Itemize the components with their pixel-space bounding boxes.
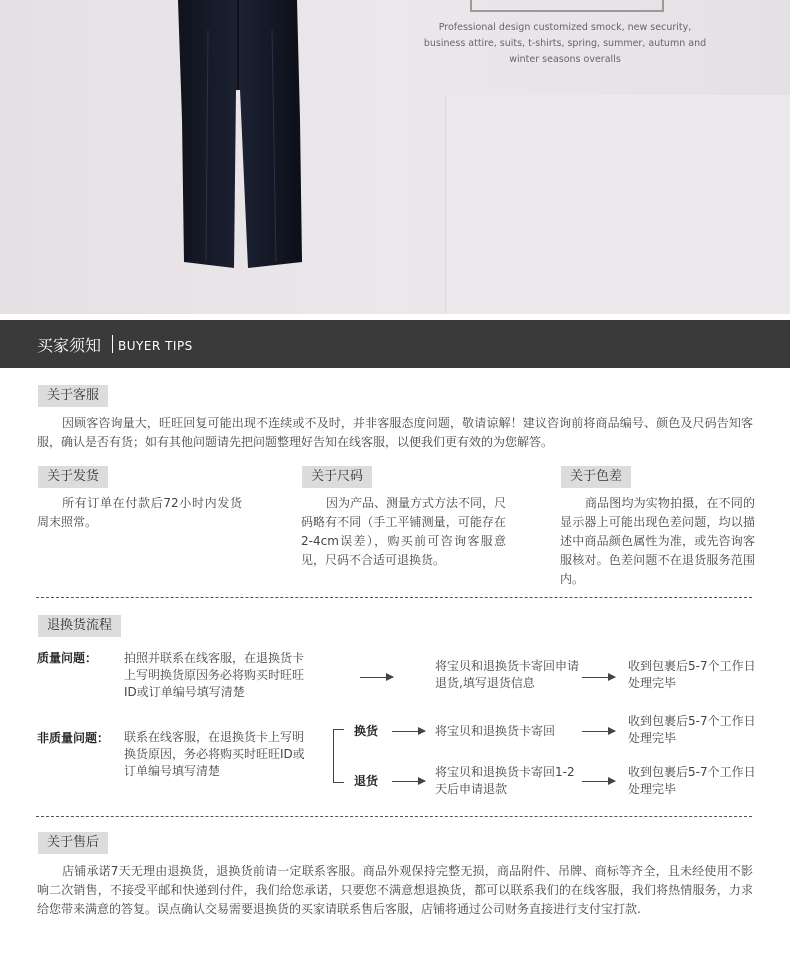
title-divider — [112, 335, 113, 353]
section-title-en: BUYER TIPS — [118, 339, 193, 353]
tag-aftersale: 关于售后 — [38, 832, 108, 854]
refund-label: 退货 — [354, 774, 379, 788]
aftersale-text: 店铺承诺7天无理由退换货，退换货前请一定联系客服。商品外观保持完整无损，商品附件、吊牌、商标等齐全，且未经使用不影响二次销售，不接受平邮和快递到付件，我们给您承诺，只要您不满意想退换货，都可以联系我们的在线客服，我们将热情服务，力求给您带来满意的答复。误点确认交易需要退换货的买家请联系售后客服，店铺将通过公司财务直接进行支付宝打款. — [37, 864, 753, 916]
divider-2 — [36, 816, 752, 817]
arrow-right-icon — [582, 677, 615, 678]
exchange-label: 换货 — [354, 724, 379, 738]
nonquality-label: 非质量问题： — [37, 731, 110, 745]
refund-result: 收到包裹后5-7个工作日处理完毕 — [628, 765, 756, 796]
quality-step2: 将宝贝和退换货卡寄回申请退货,填写退货信息 — [435, 659, 580, 690]
product-photo — [0, 0, 790, 314]
size-text: 因为产品、测量方式方法不同，尺码略有不同（手工平铺测量，可能存在2-4cm误差），购买前可咨询客服意见，尺码不合适可退换货。 — [301, 496, 507, 567]
arrow-right-icon — [582, 731, 615, 732]
caption-frame — [470, 0, 664, 12]
tag-returns: 退换货流程 — [38, 615, 121, 637]
quality-desc: 拍照并联系在线客服，在退换货卡上写明换货原因务必将购买时旺旺ID或订单编号填写清楚 — [124, 651, 305, 699]
tag-size: 关于尺码 — [302, 466, 372, 488]
color-text: 商品图均为实物拍摄，在不同的显示器上可能出现色差问题，均以描述中商品颜色属性为准，或先咨询客服核对。色差问题不在退货服务范围内。 — [560, 496, 755, 586]
exchange-step: 将宝贝和退换货卡寄回 — [435, 724, 556, 738]
flow-bracket — [333, 729, 344, 783]
nonquality-desc: 联系在线客服，在退换货卡上写明换货原因，务必将购买时旺旺ID或订单编号填写清楚 — [124, 730, 305, 778]
section-title-cn: 买家须知 — [37, 336, 102, 355]
arrow-right-icon — [392, 781, 425, 782]
quality-label: 质量问题： — [37, 651, 98, 665]
tag-service: 关于客服 — [38, 385, 108, 407]
arrow-right-icon — [392, 731, 425, 732]
divider-1 — [36, 597, 752, 598]
shipping-text: 所有订单在付款后72小时内发货周末照常。 — [37, 496, 242, 529]
tag-color: 关于色差 — [561, 466, 631, 488]
refund-step: 将宝贝和退换货卡寄回1-2天后申请退款 — [435, 765, 575, 796]
arrow-right-icon — [582, 781, 615, 782]
tag-shipping: 关于发货 — [38, 466, 108, 488]
quality-step3: 收到包裹后5-7个工作日处理完毕 — [628, 659, 756, 690]
exchange-result: 收到包裹后5-7个工作日处理完毕 — [628, 714, 756, 745]
service-text: 因顾客咨询量大，旺旺回复可能出现不连续或不及时，并非客服态度问题，敬请谅解！建议咨询前将商品编号、颜色及尺码告知客服，确认是否有货；如有其他问题请先把问题整理好告知在线客服，以便我们更有效的为您解答。 — [37, 416, 753, 449]
hero-caption: Professional design customized smock, new security, business attire, suits, t-shirts, spring, summer, autumn and winter seasons overalls — [423, 22, 707, 65]
arrow-right-icon — [360, 677, 393, 678]
